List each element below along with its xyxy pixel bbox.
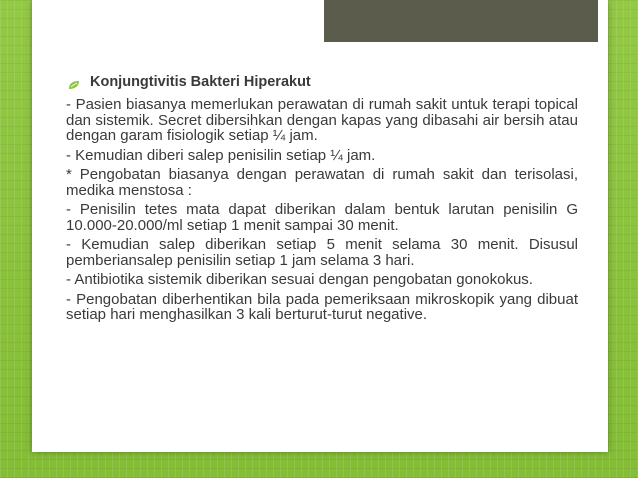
paragraph: - Kemudian diberi salep penisilin setiap ¼ jam.	[66, 146, 376, 164]
paragraph: * Pengobatan biasanya dengan perawatan di rumah sakit dan terisolasi, medika menstosa :	[66, 166, 578, 199]
paragraph: - Pasien biasanya memerlukan perawatan di rumah sakit untuk terapi topical dan sistemik. Secret dibersihkan dengan kapas yang dibasahi air bersih atau dengan garam fisiologik setiap ¼ jam.	[66, 96, 578, 144]
paragraph: - Penisilin tetes mata dapat diberikan dalam bentuk larutan penisilin G 10.000-20.000/ml setiap 1 menit sampai 30 menit.	[66, 201, 578, 234]
slide-content	[66, 73, 578, 327]
paragraph: - Kemudian salep diberikan setiap 5 menit selama 30 menit. Disusul pemberiansalep penisilin setiap 1 jam selama 3 hari.	[66, 236, 578, 269]
heading-row	[66, 73, 578, 91]
paragraph: - Pengobatan diberhentikan bila pada pemeriksaan mikroskopik yang dibuat setiap hari menghasilkan 3 kali berturut-turut negative.	[66, 290, 578, 323]
title-block	[324, 0, 598, 42]
leaf-bullet-icon	[68, 77, 80, 87]
paragraph: - Antibiotika sistemik diberikan sesuai dengan pengobatan gonokokus.	[66, 271, 533, 288]
slide-heading: Konjungtivitis Bakteri Hiperakut	[90, 74, 311, 90]
